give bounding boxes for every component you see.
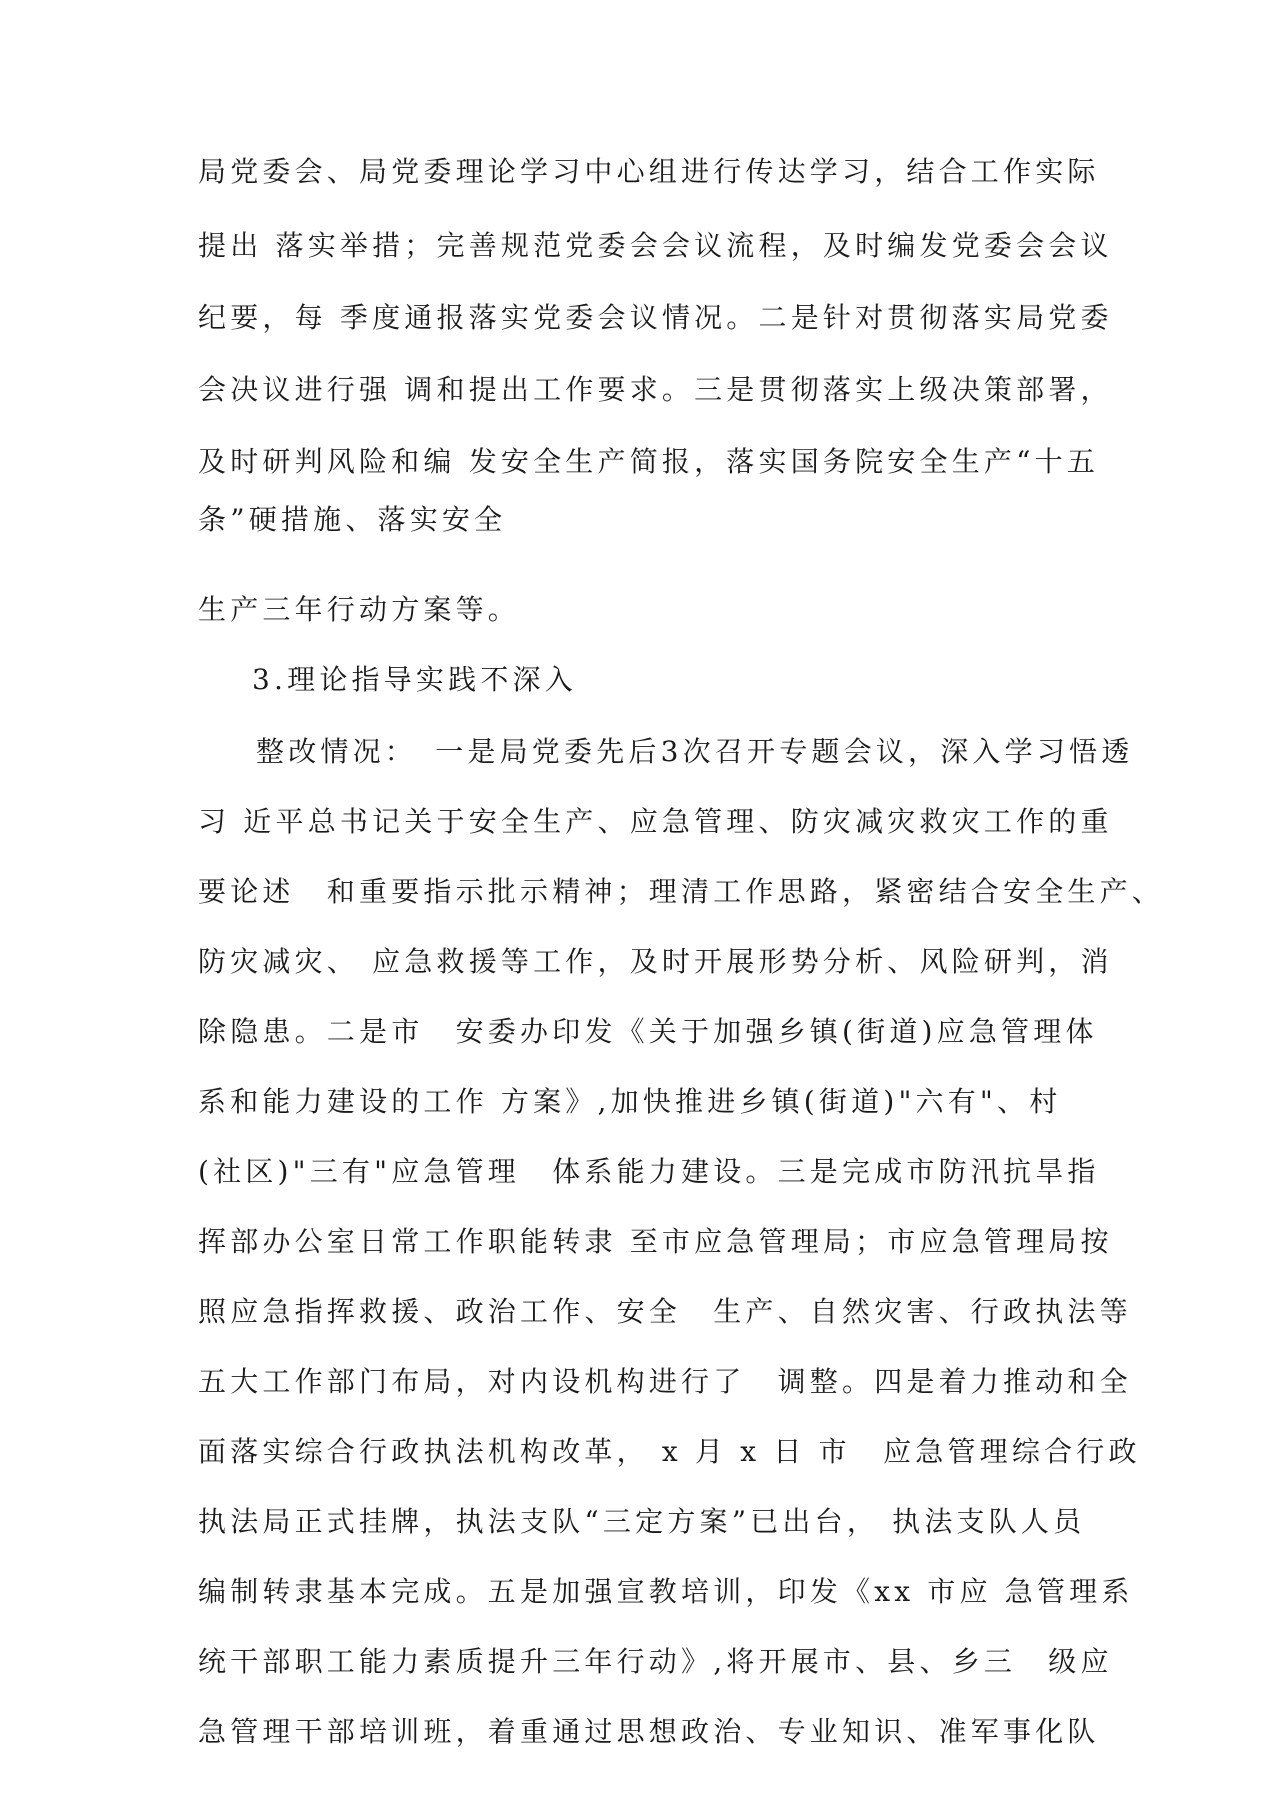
text-line: 防灾减灾、 应急救援等工作，及时开展形势分析、风险研判，消 xyxy=(198,945,1113,978)
text-line: 及时研判风险和编 发安全生产简报，落实国务院安全生产“十五 xyxy=(198,445,1100,478)
text-line: (社区)"三有"应急管理 体系能力建设。三是完成市防汛抗旱指 xyxy=(198,1155,1100,1188)
text-line: 纪要，每 季度通报落实党委会议情况。二是针对贯彻落实局党委 xyxy=(198,301,1113,334)
text-line: 面落实综合行政执法机构改革， x 月 x 日 市 应急管理综合行政 xyxy=(198,1435,1141,1468)
text-line: 统干部职工能力素质提升三年行动》,将开展市、县、乡三 级应 xyxy=(198,1645,1113,1678)
text-line: 局党委会、局党委理论学习中心组进行传达学习，结合工作实际 xyxy=(198,155,1100,188)
text-line: 要论述 和重要指示批示精神；理清工作思路，紧密结合安全生产、 xyxy=(198,875,1165,908)
text-line: 执法局正式挂牌，执法支队“三定方案”已出台， 执法支队人员 xyxy=(198,1505,1086,1538)
text-line: 提出 落实举措；完善规范党委会会议流程，及时编发党委会会议 xyxy=(198,229,1113,262)
text-line: 系和能力建设的工作 方案》,加快推进乡镇(街道)"六有"、村 xyxy=(198,1085,1062,1118)
text-line: 条”硬措施、落实安全 xyxy=(198,503,507,536)
text-line: 生产三年行动方案等。 xyxy=(198,593,521,626)
text-line: 会决议进行强 调和提出工作要求。三是贯彻落实上级决策部署， xyxy=(198,373,1113,406)
text-line: 五大工作部门布局，对内设机构进行了 调整。四是着力推动和全 xyxy=(198,1365,1132,1398)
text-line: 除隐患。二是市 安委办印发《关于加强乡镇(街道)应急管理体 xyxy=(198,1015,1098,1048)
section-heading: 3.理论指导实践不深入 xyxy=(252,663,577,696)
text-line: 整改情况： 一是局党委先后3次召开专题会议，深入学习悟透 xyxy=(256,735,1134,768)
text-line: 急管理干部培训班，着重通过思想政治、专业知识、准军事化队 xyxy=(198,1715,1100,1748)
text-line: 习 近平总书记关于安全生产、应急管理、防灾减灾救灾工作的重 xyxy=(198,805,1113,838)
text-line: 照应急指挥救援、政治工作、安全 生产、自然灾害、行政执法等 xyxy=(198,1295,1132,1328)
text-line: 编制转隶基本完成。五是加强宣教培训，印发《xx 市应 急管理系 xyxy=(198,1575,1134,1608)
text-line: 挥部办公室日常工作职能转隶 至市应急管理局；市应急管理局按 xyxy=(198,1225,1113,1258)
